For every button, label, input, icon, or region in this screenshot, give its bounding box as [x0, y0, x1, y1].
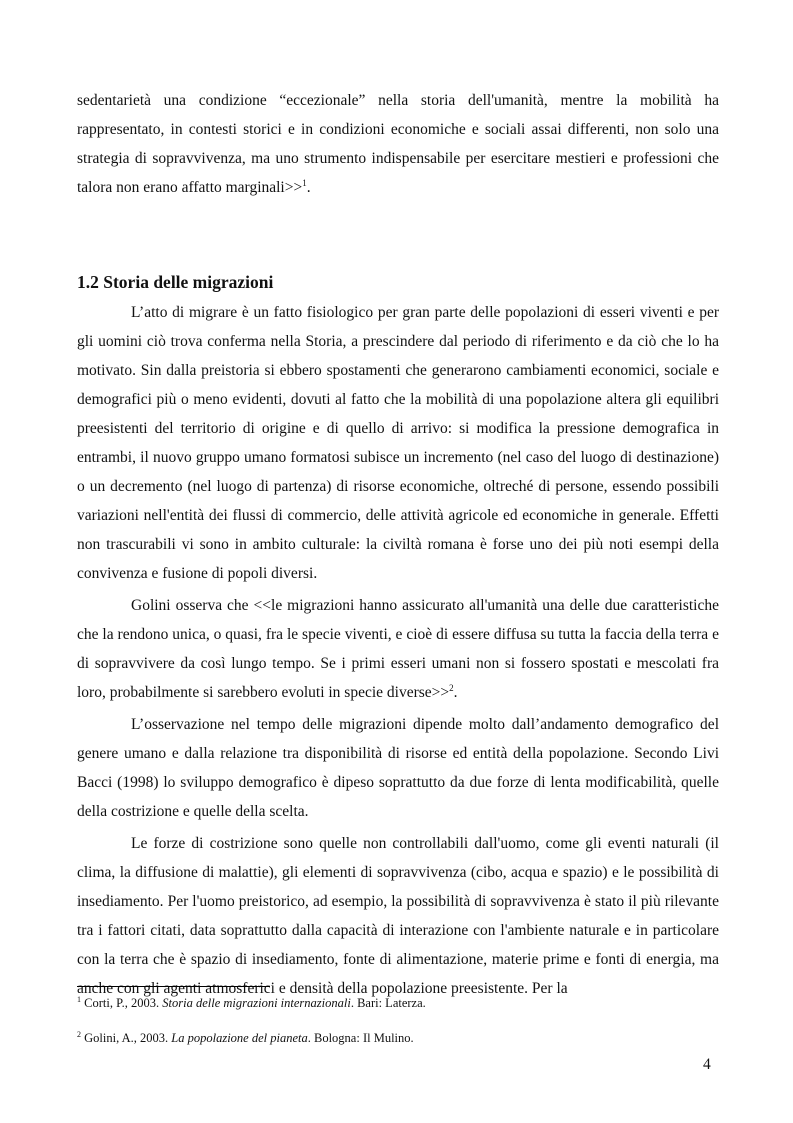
footnote-ref-2[interactable]: 2 [449, 682, 454, 693]
paragraph-3: L’osservazione nel tempo delle migrazioni dipende molto dall’andamento demografico del genere umano e dalla relazione tra disponibilità di risorse ed entità della popolazione. Secondo Livi Bacci (1998) lo sviluppo demografico è dipeso soprattutto da due forze di lenta modificabilità, quelle della costrizione e quelle della scelta. [77, 716, 719, 820]
page-body [77, 86, 719, 1003]
footnote-2-number: 2 [77, 1029, 81, 1039]
footnote-2-author: Golini, A., 2003. [84, 1031, 172, 1045]
footnote-2-publisher: . Bologna: Il Mulino. [307, 1031, 414, 1045]
paragraph-2-text: Golini osserva che <<le migrazioni hanno assicurato all'umanità una delle due caratteristiche che la rendono unica, o quasi, fra le specie viventi, e cioè di essere diffusa su tutta la faccia della terra e di sopravvivere da così lungo tempo. Se i primi esseri umani non si fossero spostati e mescolati fra loro, probabilmente si sarebbero evoluti in specie diverse>> [77, 597, 719, 701]
footnote-1-number: 1 [77, 994, 81, 1004]
footnote-2 [77, 1031, 719, 1046]
footnote-1 [77, 996, 719, 1011]
intro-text: sedentarietà una condizione “eccezionale” nella storia dell'umanità, mentre la mobilità ha rappresentato, in contesti storici e in condizioni economiche e sociali assai differenti, non solo una strategia di sopravvivenza, ma uno strumento indispensabile per esercitare mestieri e professioni che talora non erano affatto marginali>> [77, 92, 719, 196]
footnote-divider [77, 986, 270, 987]
paragraph-1: L’atto di migrare è un fatto fisiologico per gran parte delle popolazioni di esseri viventi e per gli uomini ciò trova conferma nella Storia, a prescindere dal periodo di riferimento e da ciò che lo ha motivato. Sin dalla preistoria si ebbero spostamenti che generarono cambiamenti economici, sociale e demografici più o meno evidenti, dovuti al fatto che la mobilità di una popolazione altera gli equilibri preesistenti del territorio di origine e di quello di arrivo: si modifica la pressione demografica in entrambi, il nuovo gruppo umano formatosi subisce un incremento (nel caso del luogo di destinazione) o un decremento (nel luogo di partenza) di risorse economiche, oltreché di persone, essendo possibili variazioni nell'entità dei flussi di commercio, delle attività agricole ed economiche in generale. Effetti non trascurabili vi sono in ambito culturale: la civiltà romana è forse uno dei più noti esempi della convivenza e fusione di popoli diversi. [77, 304, 719, 582]
section-heading: 1.2 Storia delle migrazioni [77, 272, 274, 292]
footnote-1-publisher: . Bari: Laterza. [350, 996, 426, 1010]
paragraph-4: Le forze di costrizione sono quelle non controllabili dall'uomo, come gli eventi naturali (il clima, la diffusione di malattie), gli elementi di sopravvivenza (cibo, acqua e spazio) e le possibilità di insediamento. Per l'uomo preistorico, ad esempio, la possibilità di sopravvivenza è stato il più rilevante tra i fattori citati, data soprattutto dalla capacità di interazione con l'ambiente naturale e in particolare con la terra che è spazio di insediamento, fonte di alimentazione, materie prime e fonti di energia, ma anche con gli agenti atmosferici e densità della popolazione preesistente. Per la [77, 835, 719, 997]
footnote-ref-1[interactable]: 1 [302, 177, 307, 188]
intro-paragraph [77, 86, 719, 202]
intro-tail: . [306, 179, 311, 196]
footnote-1-author: Corti, P., 2003. [84, 996, 163, 1010]
footnote-2-title: La popolazione del pianeta [171, 1031, 308, 1045]
paragraph-2-tail: . [453, 684, 458, 701]
paragraph-2 [77, 591, 719, 707]
footnote-1-title: Storia delle migrazioni internazionali [162, 996, 351, 1010]
page-number: 4 [703, 1056, 711, 1073]
